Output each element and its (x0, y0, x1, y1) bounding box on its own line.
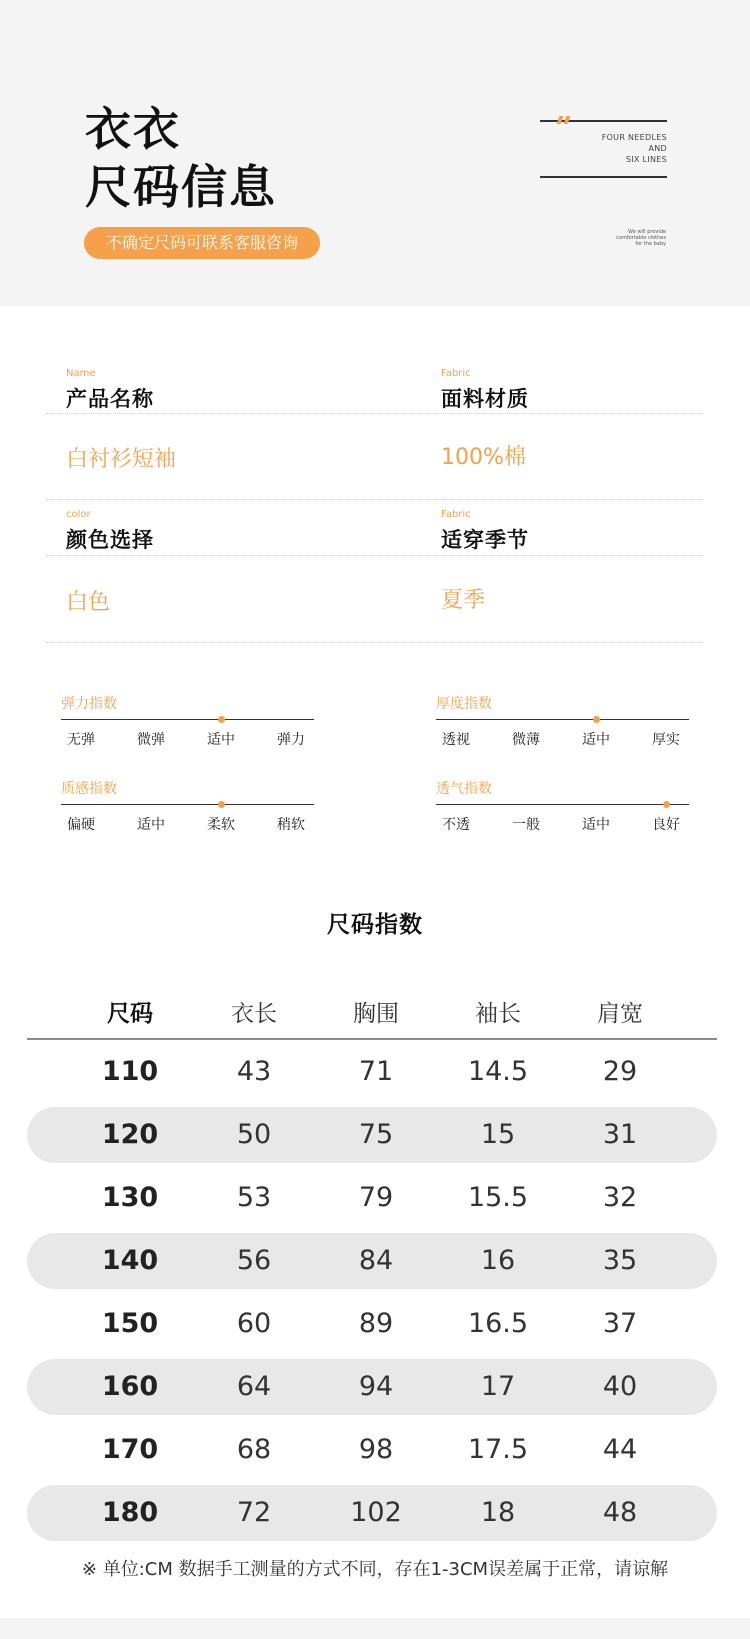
index-title: 弹力指数 (61, 696, 117, 712)
color-value: 白色 (66, 590, 111, 615)
divider (46, 555, 704, 556)
divider (46, 499, 704, 500)
table-row (27, 1359, 717, 1415)
cell-length: 64 (236, 1371, 272, 1402)
cell-shoulder: 48 (602, 1497, 638, 1528)
index-option: 稍软 (277, 817, 305, 833)
deco-small-text (596, 229, 666, 247)
cell-shoulder: 29 (602, 1056, 638, 1087)
index-track (436, 719, 689, 720)
page-title (85, 100, 277, 216)
table-row (27, 1044, 717, 1100)
index-title: 质感指数 (61, 781, 117, 797)
size-table-title: 尺码指数 (327, 912, 423, 938)
cell-length: 56 (236, 1245, 272, 1276)
cell-size: 170 (101, 1434, 159, 1465)
index-option: 适中 (582, 817, 610, 833)
cell-size: 140 (101, 1245, 159, 1276)
index-marker (218, 801, 225, 808)
index-option: 弹力 (277, 732, 305, 748)
index-option: 柔软 (207, 817, 235, 833)
cell-chest: 98 (358, 1434, 394, 1465)
header-sleeve: 袖长 (475, 1001, 521, 1027)
table-row (27, 1170, 717, 1226)
cell-shoulder: 32 (602, 1182, 638, 1213)
index-option: 适中 (137, 817, 165, 833)
cell-length: 68 (236, 1434, 272, 1465)
divider (46, 413, 704, 414)
season-en-label: Fabric (441, 509, 471, 520)
cell-shoulder: 44 (602, 1434, 638, 1465)
name-value: 白衬衫短袖 (66, 447, 177, 472)
cell-chest: 89 (358, 1308, 394, 1339)
cell-length: 72 (236, 1497, 272, 1528)
cell-chest: 102 (350, 1497, 402, 1528)
index-texture (61, 778, 314, 838)
cell-sleeve: 16 (480, 1245, 516, 1276)
cell-sleeve: 15.5 (467, 1182, 529, 1213)
index-option: 良好 (652, 817, 680, 833)
cell-size: 180 (101, 1497, 159, 1528)
cell-size: 160 (101, 1371, 159, 1402)
cell-chest: 71 (358, 1056, 394, 1087)
measurement-note: ※ 单位:CM 数据手工测量的方式不同，存在1-3CM误差属于正常，请谅解 (81, 1559, 669, 1580)
cell-sleeve: 17 (480, 1371, 516, 1402)
header-chest: 胸围 (353, 1001, 399, 1027)
cell-shoulder: 37 (602, 1308, 638, 1339)
index-option: 微薄 (512, 732, 540, 748)
header-divider (27, 1038, 717, 1040)
index-option: 厚实 (652, 732, 680, 748)
table-row (27, 1296, 717, 1352)
deco-small-line: comfortable clothes (616, 235, 666, 241)
cell-sleeve: 16.5 (467, 1308, 529, 1339)
index-breathability (436, 778, 689, 838)
quote-mark-icon (558, 116, 572, 124)
cell-length: 50 (236, 1119, 272, 1150)
cell-shoulder: 40 (602, 1371, 638, 1402)
index-track (61, 719, 314, 720)
cell-size: 130 (101, 1182, 159, 1213)
cell-chest: 79 (358, 1182, 394, 1213)
fabric-label: 面料材质 (441, 387, 529, 411)
cell-chest: 94 (358, 1371, 394, 1402)
season-value: 夏季 (441, 588, 486, 613)
table-row (27, 1485, 717, 1541)
index-option: 不透 (442, 817, 470, 833)
index-elasticity (61, 693, 314, 753)
header-banner (0, 0, 750, 306)
table-row (27, 1233, 717, 1289)
header-length: 衣长 (231, 1001, 277, 1027)
index-title: 透气指数 (436, 781, 492, 797)
index-option: 一般 (512, 817, 540, 833)
table-row (27, 1107, 717, 1163)
consult-badge[interactable]: 不确定尺码可联系客服咨询 (84, 227, 320, 259)
cell-length: 43 (236, 1056, 272, 1087)
bottom-band (0, 1618, 750, 1639)
name-label: 产品名称 (66, 387, 154, 411)
index-marker (663, 801, 670, 808)
cell-sleeve: 18 (480, 1497, 516, 1528)
cell-sleeve: 14.5 (467, 1056, 529, 1087)
decorative-label (540, 118, 667, 178)
index-option: 适中 (207, 732, 235, 748)
index-option: 偏硬 (67, 817, 95, 833)
index-track (61, 804, 314, 805)
cell-sleeve: 15 (480, 1119, 516, 1150)
deco-line-text: AND (648, 144, 667, 153)
index-option: 微弹 (137, 732, 165, 748)
cell-sleeve: 17.5 (467, 1434, 529, 1465)
fabric-en-label: Fabric (441, 368, 471, 379)
fabric-value: 100%棉 (441, 445, 526, 470)
cell-size: 120 (101, 1119, 159, 1150)
index-marker (593, 716, 600, 723)
deco-small-line: for the baby (635, 241, 666, 247)
index-thickness (436, 693, 689, 753)
header-shoulder: 肩宽 (597, 1001, 643, 1027)
deco-line-text: FOUR NEEDLES (601, 133, 667, 142)
header-size: 尺码 (107, 1001, 153, 1027)
season-label: 适穿季节 (441, 528, 529, 552)
title-line-1: 衣衣 (85, 102, 181, 156)
deco-text (602, 132, 667, 165)
deco-small-line: We will provide (628, 229, 666, 235)
cell-length: 53 (236, 1182, 272, 1213)
name-en-label: Name (66, 368, 96, 379)
cell-chest: 84 (358, 1245, 394, 1276)
cell-size: 110 (101, 1056, 159, 1087)
index-option: 透视 (442, 732, 470, 748)
color-label: 颜色选择 (66, 528, 154, 552)
index-marker (218, 716, 225, 723)
divider (46, 642, 704, 643)
index-option: 无弹 (67, 732, 95, 748)
cell-size: 150 (101, 1308, 159, 1339)
deco-line-bottom (540, 176, 667, 178)
table-row (27, 1422, 717, 1478)
color-en-label: color (66, 509, 91, 520)
cell-shoulder: 31 (602, 1119, 638, 1150)
title-line-2: 尺码信息 (85, 160, 277, 214)
cell-chest: 75 (358, 1119, 394, 1150)
index-track (436, 804, 689, 805)
deco-line-text: SIX LINES (625, 155, 667, 164)
cell-length: 60 (236, 1308, 272, 1339)
index-title: 厚度指数 (436, 696, 492, 712)
cell-shoulder: 35 (602, 1245, 638, 1276)
index-option: 适中 (582, 732, 610, 748)
